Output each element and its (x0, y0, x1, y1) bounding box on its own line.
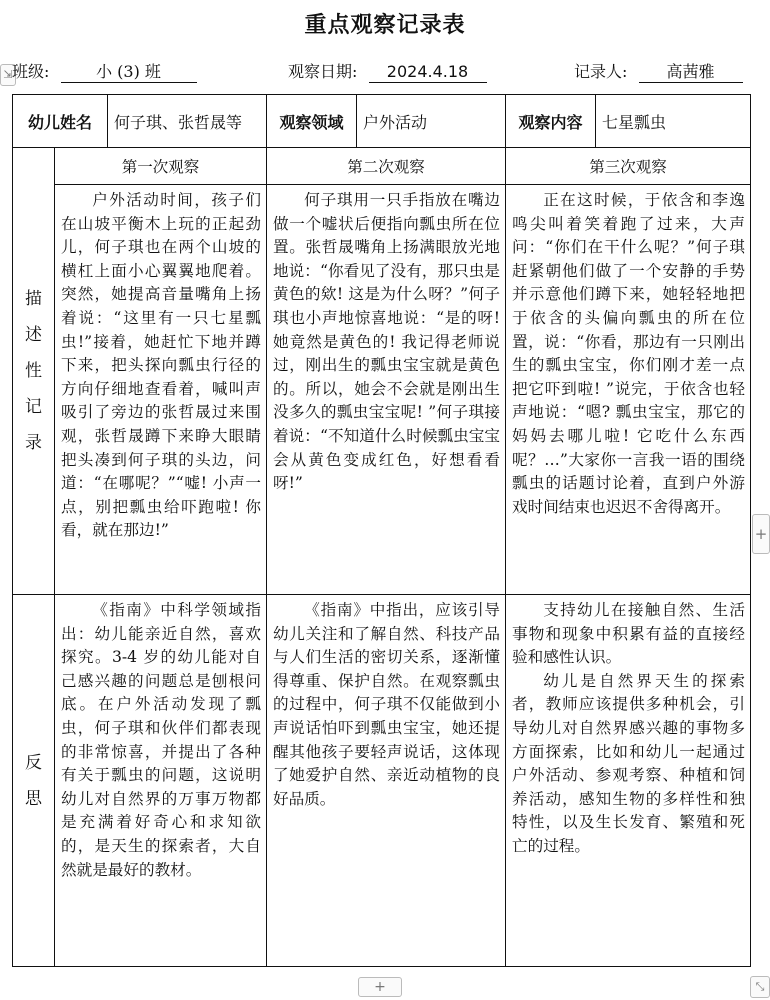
record-3-text: 正在这时候，于依含和李逸鸣尖叫着笑着跑了过来，大声问：“你们在干什么呢？”何子琪赶紧朝他们做了一个安静的手势并示意他们蹲下来，她轻轻地把于依含的头偏向瓢虫的所在位置，说：“你看，那边有一只刚出生的瓢虫宝宝，你们刚才差一点把它吓到啦! ”说完，于依含也轻声地说：“嗯? 瓢虫宝宝，那它的妈妈去哪儿啦! 它吃什么东西呢？…”大家你一言我一语的围绕瓢虫的话题讨论着，直到户外游戏时间结束也迟迟不舍得离开。 (512, 191, 746, 516)
content-value[interactable]: 七星瓢虫 (596, 95, 751, 148)
date-label: 观察日期: (288, 62, 358, 81)
reflection-cell-3[interactable] (506, 595, 751, 967)
col-third-header: 第三次观察 (506, 148, 751, 185)
col-second-header: 第二次观察 (267, 148, 506, 185)
date-value: 2024.4.18 (369, 62, 487, 83)
add-row-button[interactable]: + (358, 977, 402, 997)
recorder-label: 记录人: (574, 62, 628, 81)
reflection-3-text-b: 幼儿是自然界天生的探索者，教师应该提供多种机会，引导幼儿对自然界感兴趣的事物多方面探索，比如和幼儿一起通过户外活动、参观考察、种植和饲养活动，感知生物的多样性和独特性，以及生长发育、繁殖和死亡的过程。 (512, 671, 746, 855)
col-first-header: 第一次观察 (55, 148, 267, 185)
add-column-button[interactable]: + (752, 514, 770, 554)
record-1-text: 户外活动时间，孩子们在山坡平衡木上玩的正起劲儿，何子琪也在两个山坡的横杠上面小心翼翼地爬着。突然，她提高音量嘴角上扬着说：“这里有一只七星瓢虫!”接着，她赶忙下地并蹲下来，把头探向瓢虫行径的方向仔细地查看着，喊叫声吸引了旁边的张哲晟过来围观，张哲晟蹲下来睁大眼睛把头凑到何子琪的头边，问道：“在哪呢？”“嘘! 小声一点，别把瓢虫给吓跑啦! 你看，就在那边!” (61, 191, 262, 540)
reflection-2-text: 《指南》中指出，应该引导幼儿关注和了解自然、科技产品与人们生活的密切关系，逐渐懂得尊重、保护自然。在观察瓢虫的过程中，何子琪不仅能做到小声说话怕吓到瓢虫宝宝，她还提醒其他孩子要轻声说话，这体现了她爱护自然、亲近动植物的良好品质。 (273, 601, 501, 808)
date-field (288, 60, 487, 84)
reflection-1-text: 《指南》中科学领域指出：幼儿能亲近自然，喜欢探究。3-4 岁的幼儿能对自己感兴趣的问题总是刨根问底。在户外活动发现了瓢虫，何子琪和伙伴们都表现的非常惊喜，并提出了各种有关于瓢虫的问题，这说明幼儿对自然界的万事万物都是充满着好奇心和求知欲的，是天生的探索者，大自然就是最好的教材。 (61, 601, 262, 879)
recorder-value: 高茜雅 (639, 62, 743, 83)
record-2-text: 何子琪用一只手指放在嘴边做一个嘘状后便指向瓢虫所在位置。张哲晟嘴角上扬满眼放光地地说：“你看见了没有，那只虫是黄色的欸! 这是为什么呀？”何子琪也小声地惊喜地说：“是的呀! 她竟然是黄色的! 我记得老师说过，刚出生的瓢虫宝宝就是黄色的。所以，她会不会就是刚出生没多久的瓢虫宝宝呢! ”何子琪接着说：“不知道什么时候瓢虫宝宝会从黄色变成红色，好想看看呀!” (273, 191, 501, 493)
reflection-3-text-a: 支持幼儿在接触自然、生活事物和现象中积累有益的直接经验和感性认识。 (512, 601, 746, 667)
expand-icon[interactable]: ⇲ (0, 64, 16, 86)
reflection-cell-1[interactable] (55, 595, 267, 967)
content-label: 观察内容 (506, 95, 596, 148)
reflection-cell-2[interactable] (267, 595, 506, 967)
section-label-char: 记 (25, 397, 42, 417)
area-value[interactable]: 户外活动 (357, 95, 506, 148)
resize-icon[interactable]: ⤡ (750, 976, 770, 998)
section-label-char: 录 (25, 433, 42, 453)
class-value: 小 (3) 班 (61, 62, 197, 83)
section-desc-label (13, 148, 55, 595)
section-label-char: 描 (25, 289, 42, 309)
page-title: 重点观察记录表 (304, 13, 466, 38)
section-reflect-label (13, 595, 55, 967)
section-label-char: 反 (25, 752, 42, 773)
class-field (12, 60, 197, 84)
child-name-label: 幼儿姓名 (13, 95, 108, 148)
record-cell-2[interactable] (267, 185, 506, 595)
section-label-char: 性 (25, 361, 42, 381)
record-cell-1[interactable] (55, 185, 267, 595)
observation-table (12, 94, 751, 967)
record-cell-3[interactable] (506, 185, 751, 595)
class-label: 班级: (12, 62, 50, 81)
recorder-field (574, 60, 743, 84)
section-label-char: 述 (25, 325, 42, 345)
area-label: 观察领域 (267, 95, 357, 148)
section-label-char: 思 (25, 788, 42, 809)
child-name-value[interactable]: 何子琪、张哲晟等 (108, 95, 267, 148)
